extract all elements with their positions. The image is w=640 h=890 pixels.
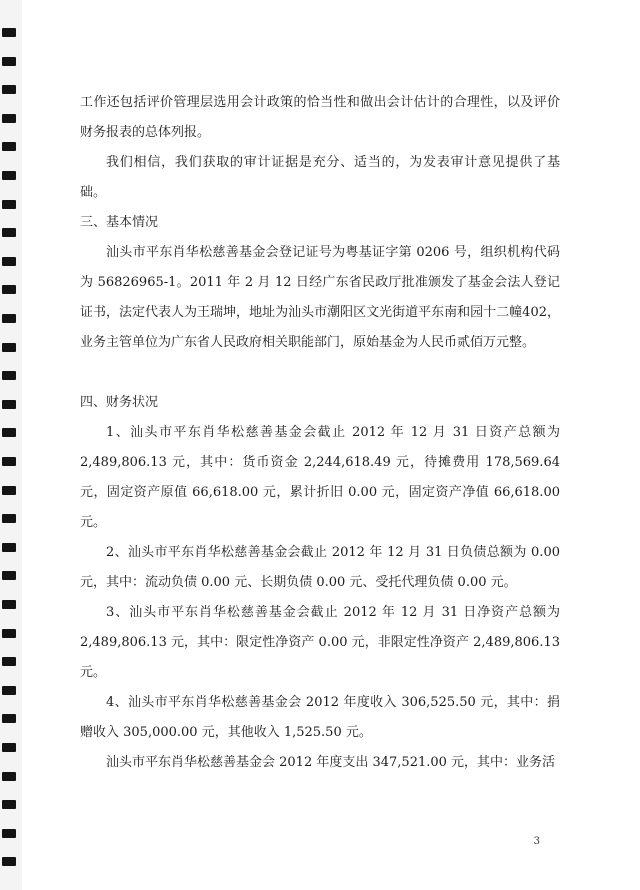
para-income: 4、汕头市平东肖华松慈善基金会 2012 年度收入 306,525.50 元，其中：捐赠收入 305,000.00 元，其他收入 1,525.50 元。	[80, 695, 560, 740]
binding-ring	[2, 543, 16, 552]
binding-ring	[2, 314, 16, 323]
binding-ring	[2, 714, 16, 723]
binding-ring	[2, 800, 16, 809]
binding-ring	[2, 343, 16, 352]
binding-ring	[2, 857, 16, 866]
page-number: 3	[533, 836, 540, 847]
binding-ring	[2, 743, 16, 752]
binding-ring	[2, 200, 16, 209]
binding-ring	[2, 686, 16, 695]
binding-ring	[2, 171, 16, 180]
binding-ring	[2, 114, 16, 123]
para-expenses: 汕头市平东肖华松慈善基金会 2012 年度支出 347,521.00 元，其中：业务活	[106, 755, 556, 770]
binding-ring	[2, 142, 16, 151]
binding-ring	[2, 371, 16, 380]
para-assets: 1、汕头市平东肖华松慈善基金会截止 2012 年 12 月 31 日资产总额为2,489,806.13 元，其中：货币资金 2,244,618.49 元，待摊费用 178,569.64 元，固定资产原值 66,618.00 元，累计折旧 0.00 元，固定资产净值 66,618.00 元。	[80, 425, 560, 530]
section-heading-financial: 四、财务状况	[80, 395, 159, 410]
binding-ring	[2, 257, 16, 266]
binding-ring	[2, 400, 16, 409]
para-liabilities: 2、汕头市平东肖华松慈善基金会截止 2012 年 12 月 31 日负债总额为 0.00元，其中：流动负债 0.00 元、长期负债 0.00 元、受托代理负债 0.00 元。	[80, 545, 560, 590]
binding-ring	[2, 228, 16, 237]
binding-ring	[2, 772, 16, 781]
binding-ring	[2, 571, 16, 580]
binding-ring	[2, 28, 16, 37]
section-heading-basic-info: 三、基本情况	[80, 215, 159, 230]
para-net-assets: 3、汕头市平东肖华松慈善基金会截止 2012 年 12 月 31 日净资产总额为2,489,806.13 元，其中：限定性净资产 0.00 元，非限定性净资产 2,489,806.13元。	[80, 605, 560, 680]
binding-ring	[2, 457, 16, 466]
binding-ring	[2, 657, 16, 666]
binding-ring	[2, 57, 16, 66]
blank-line	[80, 358, 560, 388]
para-1: 工作还包括评价管理层选用会计政策的恰当性和做出会计估计的合理性，以及评价财务报表的总体列报。	[80, 95, 560, 140]
binding-ring	[2, 629, 16, 638]
binding-ring	[2, 428, 16, 437]
para-basic-info: 汕头市平东肖华松慈善基金会登记证号为粤基证字第 0206 号，组织机构代码为 56826965-1。2011 年 2 月 12 日经广东省民政厅批准颁发了基金会法人登记证书，法定代表人为王瑞坤，地址为汕头市潮阳区文光街道平东南和园十二幢402，业务主管单位为广东省人民政府相关职能部门，原始基金为人民币贰佰万元整。	[80, 245, 560, 350]
binding-ring	[2, 85, 16, 94]
document-page	[80, 88, 560, 778]
para-2: 我们相信，我们获取的审计证据是充分、适当的，为发表审计意见提供了基础。	[80, 155, 560, 200]
spiral-binding	[0, 0, 22, 890]
binding-ring	[2, 486, 16, 495]
binding-ring	[2, 600, 16, 609]
binding-ring	[2, 514, 16, 523]
binding-ring	[2, 285, 16, 294]
binding-ring	[2, 829, 16, 838]
